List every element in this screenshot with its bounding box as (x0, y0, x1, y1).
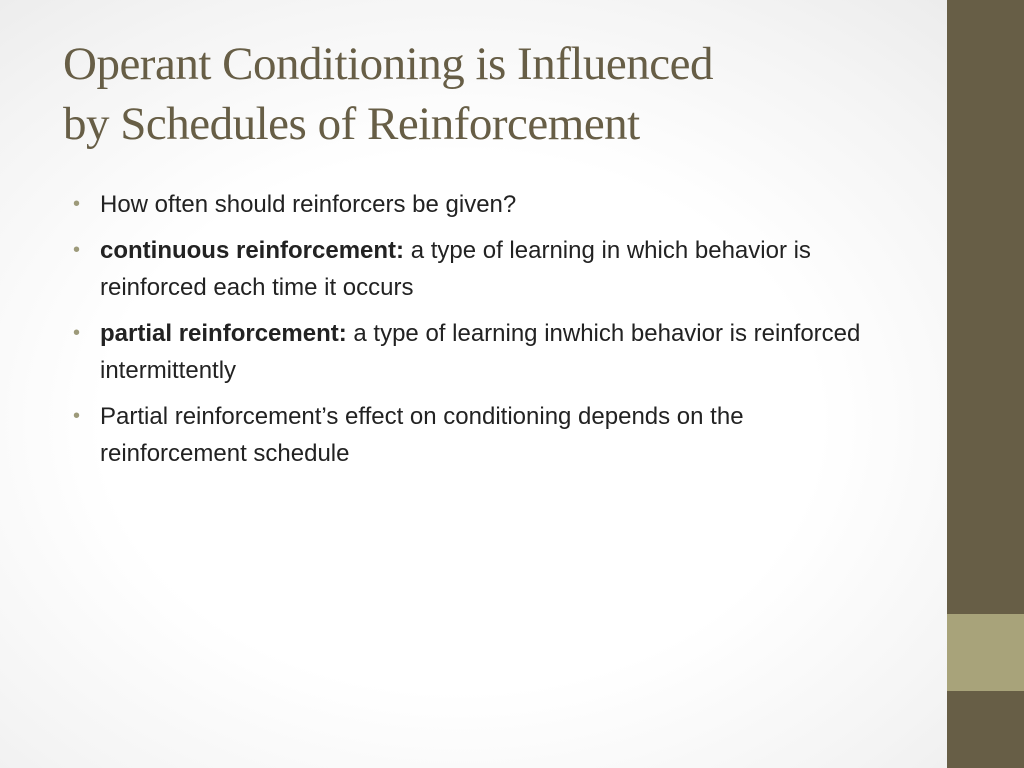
bullet-text: a type of learning in which behavior is reinforced each time it occurs (100, 236, 811, 301)
bullet-dot-icon: • (73, 193, 81, 215)
bullet-text: Partial reinforcement’s effect on conditioning depends on the reinforcement schedule (100, 402, 744, 467)
side-decor-accent (947, 614, 1024, 691)
bullet-list (73, 186, 888, 481)
bullet-term: continuous reinforcement: (100, 236, 405, 264)
bullet-dot-icon: • (73, 238, 81, 261)
slide-title-line-2: by Schedules of Reinforcement (63, 98, 640, 150)
bullet-term: partial reinforcement: (100, 319, 347, 347)
bullet-item-3 (73, 315, 888, 390)
slide-title (63, 34, 933, 154)
bullet-item-4 (73, 398, 888, 473)
bullet-item-2 (73, 232, 888, 307)
bullet-text: How often should reinforcers be given? (100, 191, 517, 218)
slide-title-line-1: Operant Conditioning is Influenced (63, 38, 713, 90)
bullet-dot-icon: • (73, 321, 81, 344)
bullet-text: a type of learning inwhich behavior is reinforced intermittently (100, 319, 861, 384)
bullet-item-1 (73, 186, 888, 224)
bullet-dot-icon: • (73, 404, 81, 427)
